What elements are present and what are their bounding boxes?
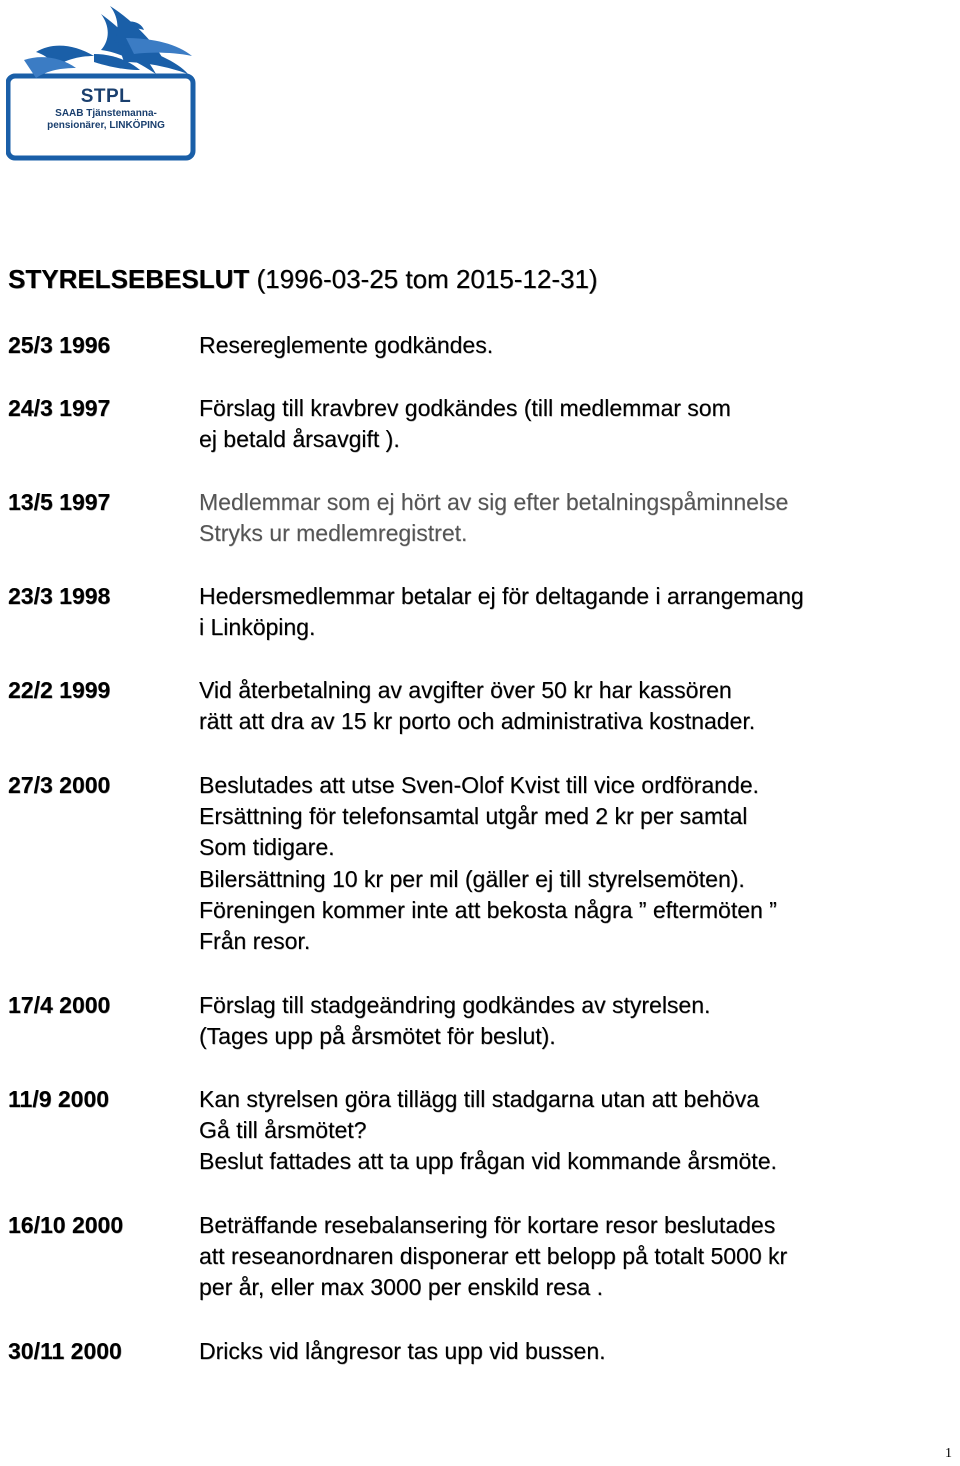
entry-line: rätt att dra av 15 kr porto och administrativa kostnader.: [199, 708, 756, 735]
entry-date: 22/2 1999: [8, 677, 111, 703]
entry-date: 27/3 2000: [8, 772, 111, 798]
entry-text: [199, 1084, 949, 1178]
logo-name: STPL: [80, 86, 132, 107]
entry-date: 11/9 2000: [8, 1086, 110, 1112]
entry-line: (Tages upp på årsmötet för beslut).: [199, 1023, 556, 1050]
entry-line: Dricks vid långresor tas upp vid bussen.: [199, 1338, 606, 1364]
entry-line: Resereglemente godkändes.: [199, 332, 494, 358]
page-number: 1: [945, 1446, 952, 1461]
entry-line: Från resor.: [199, 928, 311, 955]
entry-line: Hedersmedlemmar betalar ej för deltagande i arrangemang: [199, 583, 804, 609]
entry-date: 13/5 1997: [8, 489, 111, 515]
entry-text: [199, 675, 949, 737]
entry-line: Ersättning för telefonsamtal utgår med 2 kr per samtal: [199, 803, 748, 830]
entry-date: 17/4 2000: [8, 992, 111, 1018]
logo-line-1: SAAB Tjänstemanna-: [55, 108, 157, 119]
entry-text: [199, 581, 949, 643]
entry-line: att reseanordnaren disponerar ett belopp på totalt 5000 kr: [199, 1243, 788, 1270]
entry-line: Beslut fattades att ta upp frågan vid kommande årsmöte.: [199, 1148, 777, 1175]
entry-text: [199, 1210, 949, 1304]
entry-text: [199, 393, 949, 455]
entry-line: Vid återbetalning av avgifter över 50 kr har kassören: [199, 677, 732, 703]
entry-text: [199, 770, 949, 957]
entry-text: [199, 487, 949, 549]
entry-date: 24/3 1997: [8, 395, 111, 421]
entry-line: ej betald årsavgift ).: [199, 426, 400, 453]
entry-line: Som tidigare.: [199, 834, 335, 861]
entry-line: Föreningen kommer inte att bekosta några ” eftermöten ”: [199, 896, 777, 923]
entry-line: i Linköping.: [199, 614, 316, 641]
entry-line: Bilersättning 10 kr per mil (gäller ej till styrelsemöten).: [199, 865, 745, 892]
entry-line: Beträffande resebalansering för kortare resor beslutades: [199, 1212, 776, 1238]
entry-date: 16/10 2000: [8, 1212, 124, 1238]
entry-line: Beslutades att utse Sven-Olof Kvist till vice ordförande.: [199, 772, 759, 798]
entry-line: Stryks ur medlemregistret.: [199, 520, 468, 547]
logo-line-2: pensionärer, LINKÖPING: [47, 120, 165, 131]
entry-line: per år, eller max 3000 per enskild resa .: [199, 1274, 603, 1301]
entry-line: Förslag till stadgeändring godkändes av styrelsen.: [199, 992, 711, 1018]
entry-text: [199, 330, 949, 361]
entry-date: 25/3 1996: [8, 332, 111, 358]
entry-date: 23/3 1998: [8, 583, 111, 609]
title-main: STYRELSEBESLUT: [8, 264, 250, 294]
entry-line: Gå till årsmötet?: [199, 1117, 367, 1144]
entry-line: Förslag till kravbrev godkändes (till medlemmar som: [199, 395, 731, 421]
entry-text: [199, 990, 949, 1052]
document-title: [8, 262, 598, 296]
stpl-logo: [6, 4, 196, 162]
bird-icon: [6, 4, 196, 162]
entry-line: Medlemmar som ej hört av sig efter betalningspåminnelse: [199, 489, 789, 515]
entry-line: Kan styrelsen göra tillägg till stadgarna utan att behöva: [199, 1086, 760, 1112]
title-range: (1996-03-25 tom 2015-12-31): [256, 264, 598, 294]
entry-date: 30/11 2000: [8, 1338, 122, 1364]
entry-text: [199, 1336, 949, 1367]
